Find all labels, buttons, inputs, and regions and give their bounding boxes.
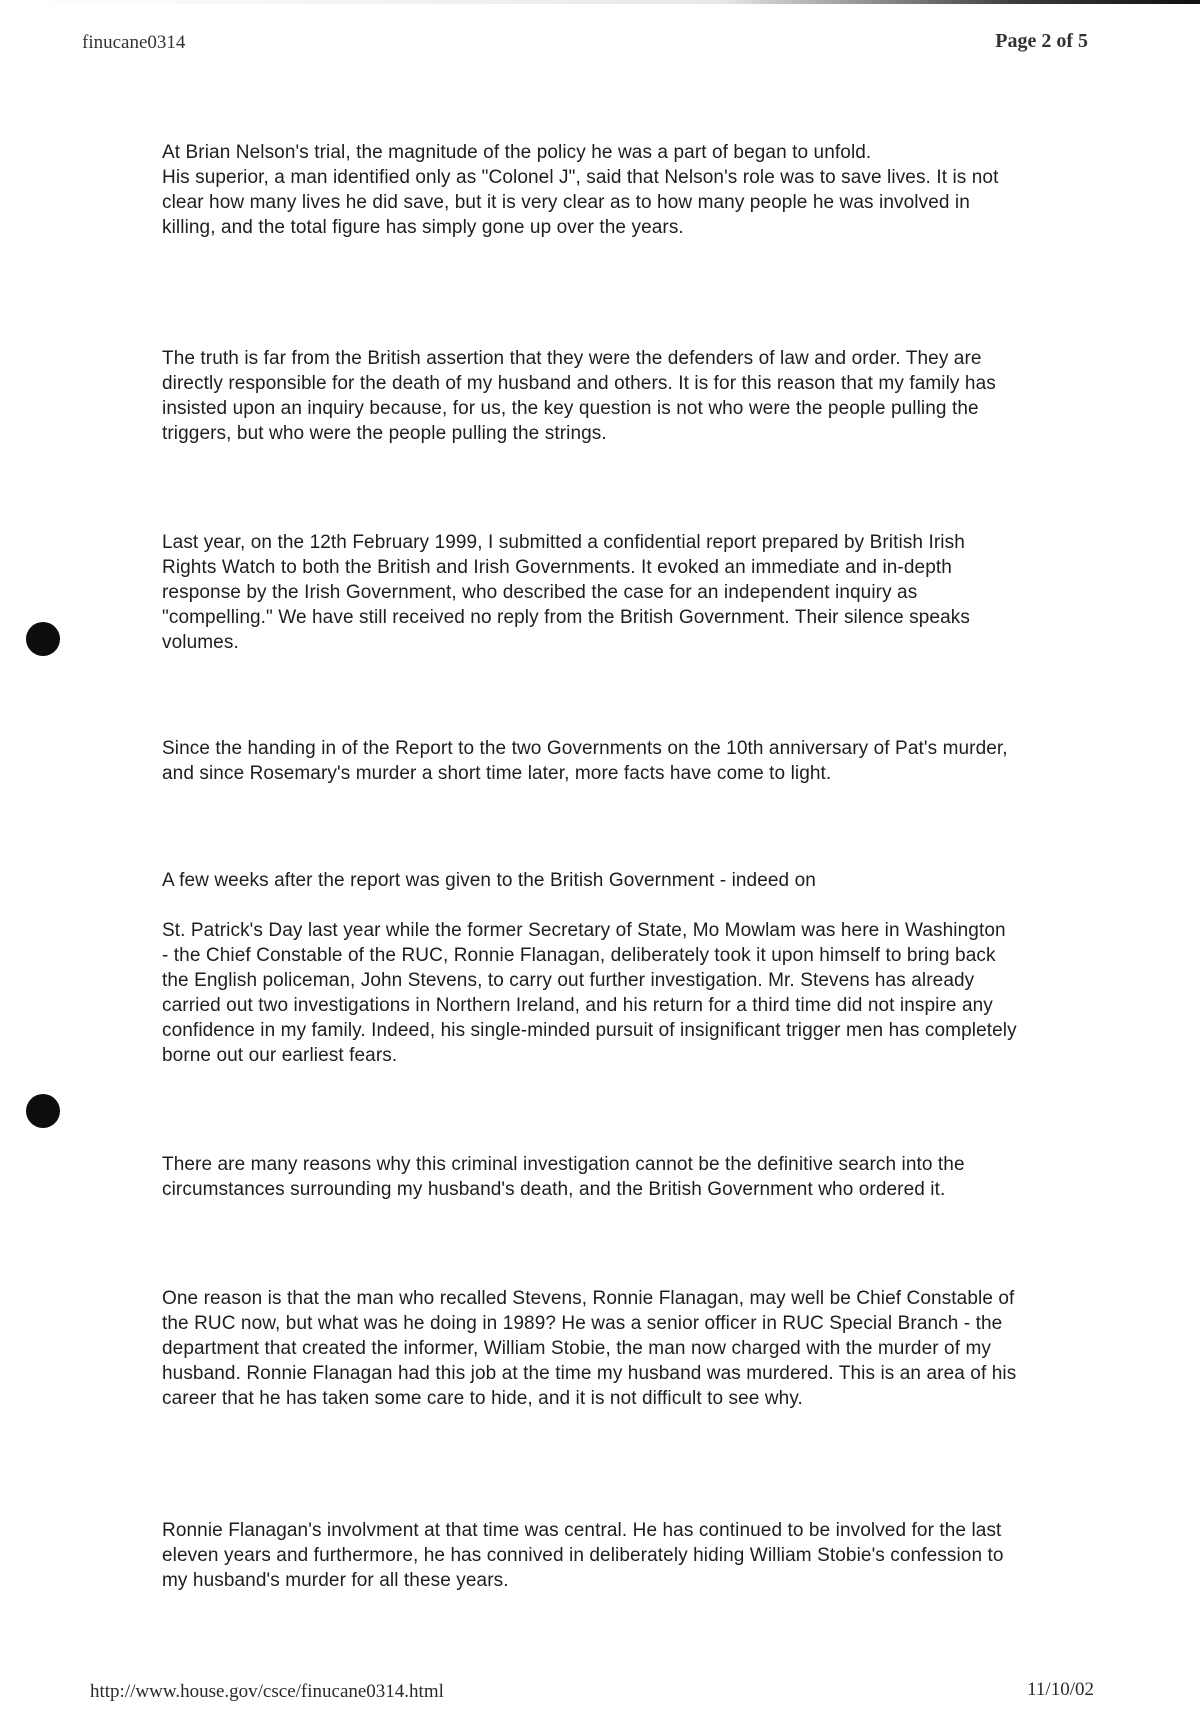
paragraph-text: Last year, on the 12th February 1999, I submitted a confidential report prepared by British Irish Rights Watch to both the British and Irish Governments. It evoked an immediate and in-depth response by the Irish Government, who described the case for an independent inquiry as "compelling." We have still received no reply from the British Government. Their silence speaks volumes. [162,532,970,653]
paragraph-text: A few weeks after the report was given to the British Government - indeed on [162,870,816,891]
paragraph-text: The truth is far from the British assertion that they were the defenders of law and order. They are directly responsible for the death of my husband and others. It is for this reason that my family has insisted upon an inquiry because, for us, the key question is not who were the people pulling the triggers, but who were the people pulling the strings. [162,348,996,444]
body-paragraph [162,1286,1017,1411]
body-paragraph [162,1518,1017,1593]
paragraph-text: Since the handing in of the Report to the two Governments on the 10th anniversary of Pat's murder, and since Rosemary's murder a short time later, more facts have come to light. [162,738,1008,784]
paragraph-text: At Brian Nelson's trial, the magnitude of the policy he was a part of began to unfold. His superior, a man identified only as "Colonel J", said that Nelson's role was to save lives. It is not clear how many lives he did save, but it is very clear as to how many people he was involved in killing, and the total figure has simply gone up over the years. [162,142,999,238]
body-paragraph [162,140,1017,240]
body-paragraph [162,918,1017,1068]
body-paragraph [162,1152,1017,1202]
punch-hole-mark [26,1094,60,1128]
paragraph-text: One reason is that the man who recalled Stevens, Ronnie Flanagan, may well be Chief Constable of the RUC now, but what was he doing in 1989? He was a senior officer in RUC Special Branch - the department that created the informer, William Stobie, the man now charged with the murder of my husband. Ronnie Flanagan had this job at the time my husband was murdered. This is an area of his career that he has taken some care to hide, and it is not difficult to see why. [162,1288,1017,1409]
footer-date: 11/10/02 [1027,1679,1094,1700]
body-paragraph [162,346,1017,446]
footer-url: http://www.house.gov/csce/finucane0314.html [90,1681,444,1702]
scan-top-edge [0,0,1200,4]
document-id: finucane0314 [82,32,186,53]
body-paragraph [162,530,1017,655]
paragraph-text: St. Patrick's Day last year while the former Secretary of State, Mo Mowlam was here in Washington - the Chief Constable of the RUC, Ronnie Flanagan, deliberately took it upon himself to bring back the English policeman, John Stevens, to carry out further investigation. Mr. Stevens has already carried out two investigations in Northern Ireland, and his return for a third time did not inspire any confidence in my family. Indeed, his single-minded pursuit of insignificant trigger men has completely borne out our earliest fears. [162,920,1017,1066]
paragraph-text: There are many reasons why this criminal investigation cannot be the definitive search into the circumstances surrounding my husband's death, and the British Government who ordered it. [162,1154,965,1200]
body-paragraph [162,736,1017,786]
page-indicator: Page 2 of 5 [995,30,1088,52]
body-paragraph [162,868,1017,893]
paragraph-text: Ronnie Flanagan's involvment at that time was central. He has continued to be involved for the last eleven years and furthermore, he has connived in deliberately hiding William Stobie's confession to my husband's murder for all these years. [162,1520,1004,1591]
punch-hole-mark [26,622,60,656]
